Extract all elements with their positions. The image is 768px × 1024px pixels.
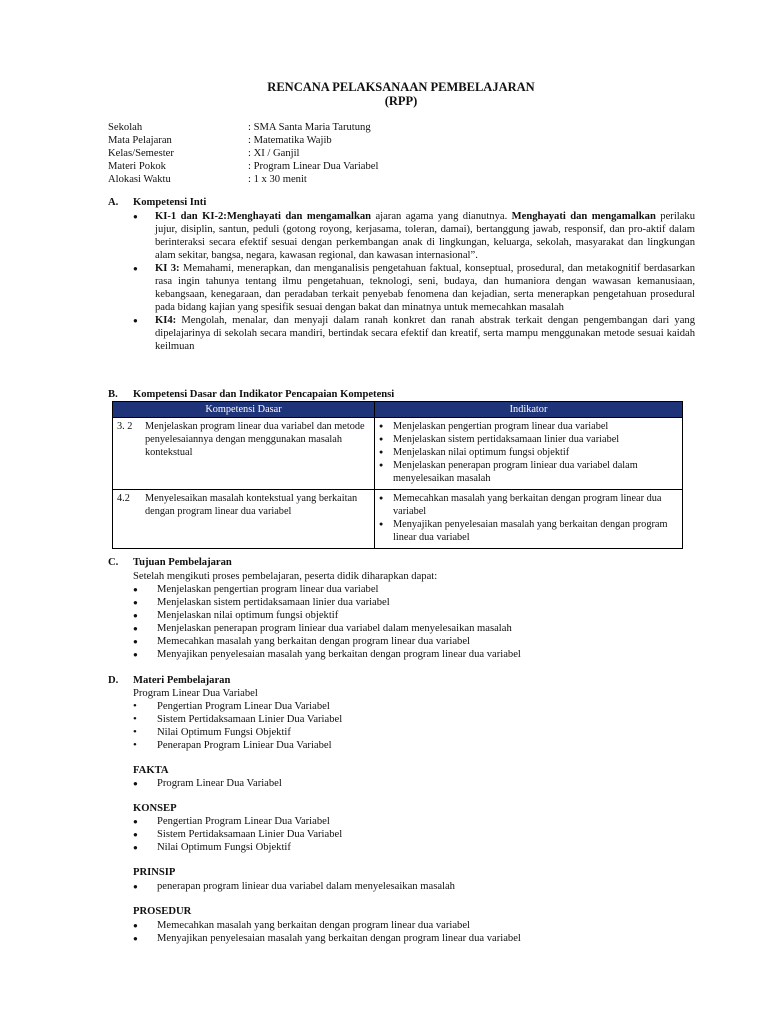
list-item: ● Memecahkan masalah yang berkaitan dengan program linear dua variabel <box>133 635 521 648</box>
info-value: : SMA Santa Maria Tarutung <box>248 122 371 133</box>
list-item: ● Menjelaskan sistem pertidaksamaan linier dua variabel <box>379 433 678 446</box>
section-title: Materi Pembelajaran <box>133 675 231 686</box>
table-cell <box>113 490 375 549</box>
info-key: Kelas/Semester <box>108 148 174 159</box>
konsep-heading: KONSEP <box>133 803 177 814</box>
info-key: Alokasi Waktu <box>108 174 171 185</box>
list-item: ● Menyajikan penyelesaian masalah yang berkaitan dengan program linear dua variabel <box>133 932 521 945</box>
section-letter: B. <box>108 389 118 400</box>
competency-table <box>112 401 683 549</box>
info-row-class <box>108 147 378 160</box>
list-item: ● Memecahkan masalah yang berkaitan dengan program linear dua variabel <box>133 919 521 932</box>
table-row <box>113 418 683 490</box>
info-row-school <box>108 121 378 134</box>
table-cell <box>375 418 683 490</box>
prinsip-list <box>133 880 455 893</box>
list-item: ● Menjelaskan nilai optimum fungsi objektif <box>379 446 678 459</box>
prinsip-heading: PRINSIP <box>133 867 176 878</box>
info-value: : Program Linear Dua Variabel <box>248 161 379 172</box>
prosedur-heading: PROSEDUR <box>133 906 192 917</box>
list-item: ● KI-1 dan KI-2:Menghayati dan mengamalkan ajaran agama yang dianutnya. Menghayati dan mengamalkan perilaku jujur, disiplin, santun, peduli (gotong royong, kerjasama, toleran, damai), bertanggung jawab, responsif, dan pro-aktif dalam berinteraksi secara efektif sesuai dengan perkembangan anak di lingkungan, keluarga, sekolah, masyarakat dan lingkungan alam sekitar, bangsa, negara, kawasan regional, dan kawasan internasional”. <box>133 210 695 262</box>
list-item: • Sistem Pertidaksamaan Linier Dua Variabel <box>133 713 342 726</box>
info-value: : 1 x 30 menit <box>248 174 307 185</box>
list-item: ● Pengertian Program Linear Dua Variabel <box>133 815 342 828</box>
indicator-list <box>379 420 678 485</box>
list-item: ● KI 3: Memahami, menerapkan, dan menganalisis pengetahuan faktual, konseptual, prosedural, dan metakognitif berdasarkan rasa ingin tahunya tentang ilmu pengetahuan, teknologi, seni, budaya, dan humaniora dengan wawasan kemanusiaan, kebangsaan, kenegaraan, dan peradaban terkait penyebab fenomena dan kejadian, serta menerapkan pengetahuan prosedural pada bidang kajian yang spesifik sesuai dengan bakat dan minatnya untuk memecahkan masalah <box>133 262 695 314</box>
list-item: ● Menjelaskan pengertian program linear dua variabel <box>379 420 678 433</box>
table-row <box>113 490 683 549</box>
list-item: ● Menjelaskan penerapan program liniear dua variabel dalam menyelesaikan masalah <box>379 459 678 485</box>
list-item: ● KI4: Mengolah, menalar, dan menyaji dalam ranah konkret dan ranah abstrak terkait dengan pengembangan dari yang dipelajarinya di sekolah secara mandiri, bertindak secara efektif dan kreatif, serta mampu menggunakan metode sesuai kaidah keilmuan <box>133 314 695 353</box>
document-title: RENCANA PELAKSANAAN PEMBELAJARAN <box>267 80 535 94</box>
list-item: ● Menjelaskan pengertian program linear dua variabel <box>133 583 521 596</box>
list-item: ● Menyajikan penyelesaian masalah yang berkaitan dengan program linear dua variabel <box>133 648 521 661</box>
list-item: • Pengertian Program Linear Dua Variabel <box>133 700 342 713</box>
list-item: ● Menjelaskan penerapan program liniear dua variabel dalam menyelesaikan masalah <box>133 622 521 635</box>
section-c-heading <box>108 556 232 569</box>
list-item: ● Sistem Pertidaksamaan Linier Dua Variabel <box>133 828 342 841</box>
section-letter: C. <box>108 557 119 568</box>
info-value: : Matematika Wajib <box>248 135 332 146</box>
section-title: Tujuan Pembelajaran <box>133 557 232 568</box>
core-competency-list <box>133 210 695 353</box>
objective-list <box>133 583 521 661</box>
section-intro: Setelah mengikuti proses pembelajaran, peserta didik diharapkan dapat: <box>133 571 438 582</box>
list-item: ● Program Linear Dua Variabel <box>133 777 282 790</box>
kd-text: Menjelaskan program linear dua variabel dan metode penyelesaiannya dengan menggunakan masalah kontekstual <box>145 421 365 458</box>
section-title: Kompetensi Dasar dan Indikator Pencapaian Kompetensi <box>133 389 395 400</box>
list-item: ● Nilai Optimum Fungsi Objektif <box>133 841 342 854</box>
kd-number: 3. 2 <box>117 421 133 432</box>
document-subtitle: (RPP) <box>384 94 418 108</box>
section-a-heading <box>108 196 206 209</box>
section-intro: Program Linear Dua Variabel <box>133 688 258 699</box>
info-row-subject <box>108 134 378 147</box>
indicator-list <box>379 492 678 544</box>
prosedur-list <box>133 919 521 945</box>
table-cell <box>375 490 683 549</box>
info-value: : XI / Ganjil <box>248 148 300 159</box>
fakta-heading: FAKTA <box>133 765 169 776</box>
konsep-list <box>133 815 342 854</box>
column-header: Indikator <box>375 402 683 418</box>
material-list <box>133 700 342 752</box>
info-row-topic <box>108 160 378 173</box>
list-item: ● Menjelaskan nilai optimum fungsi objektif <box>133 609 521 622</box>
info-key: Sekolah <box>108 122 143 133</box>
info-key: Materi Pokok <box>108 161 166 172</box>
section-title: Kompetensi Inti <box>133 197 207 208</box>
kd-text: Menyelesaikan masalah kontekstual yang berkaitan dengan program linear dua variabel <box>145 493 358 517</box>
kd-number: 4.2 <box>117 493 130 504</box>
fakta-list <box>133 777 282 790</box>
identity-table <box>108 121 378 186</box>
info-key: Mata Pelajaran <box>108 135 172 146</box>
list-item: ● penerapan program liniear dua variabel dalam menyelesaikan masalah <box>133 880 455 893</box>
list-item: • Nilai Optimum Fungsi Objektif <box>133 726 342 739</box>
list-item: • Penerapan Program Liniear Dua Variabel <box>133 739 342 752</box>
section-d-heading <box>108 674 230 687</box>
info-row-time <box>108 173 378 186</box>
section-letter: A. <box>108 197 119 208</box>
section-b-heading <box>108 388 394 401</box>
list-item: ● Memecahkan masalah yang berkaitan dengan program linear dua variabel <box>379 492 678 518</box>
list-item: ● Menjelaskan sistem pertidaksamaan linier dua variabel <box>133 596 521 609</box>
list-item: ● Menyajikan penyelesaian masalah yang berkaitan dengan program linear dua variabel <box>379 518 678 544</box>
column-header: Kompetensi Dasar <box>113 402 375 418</box>
section-letter: D. <box>108 675 119 686</box>
table-cell <box>113 418 375 490</box>
